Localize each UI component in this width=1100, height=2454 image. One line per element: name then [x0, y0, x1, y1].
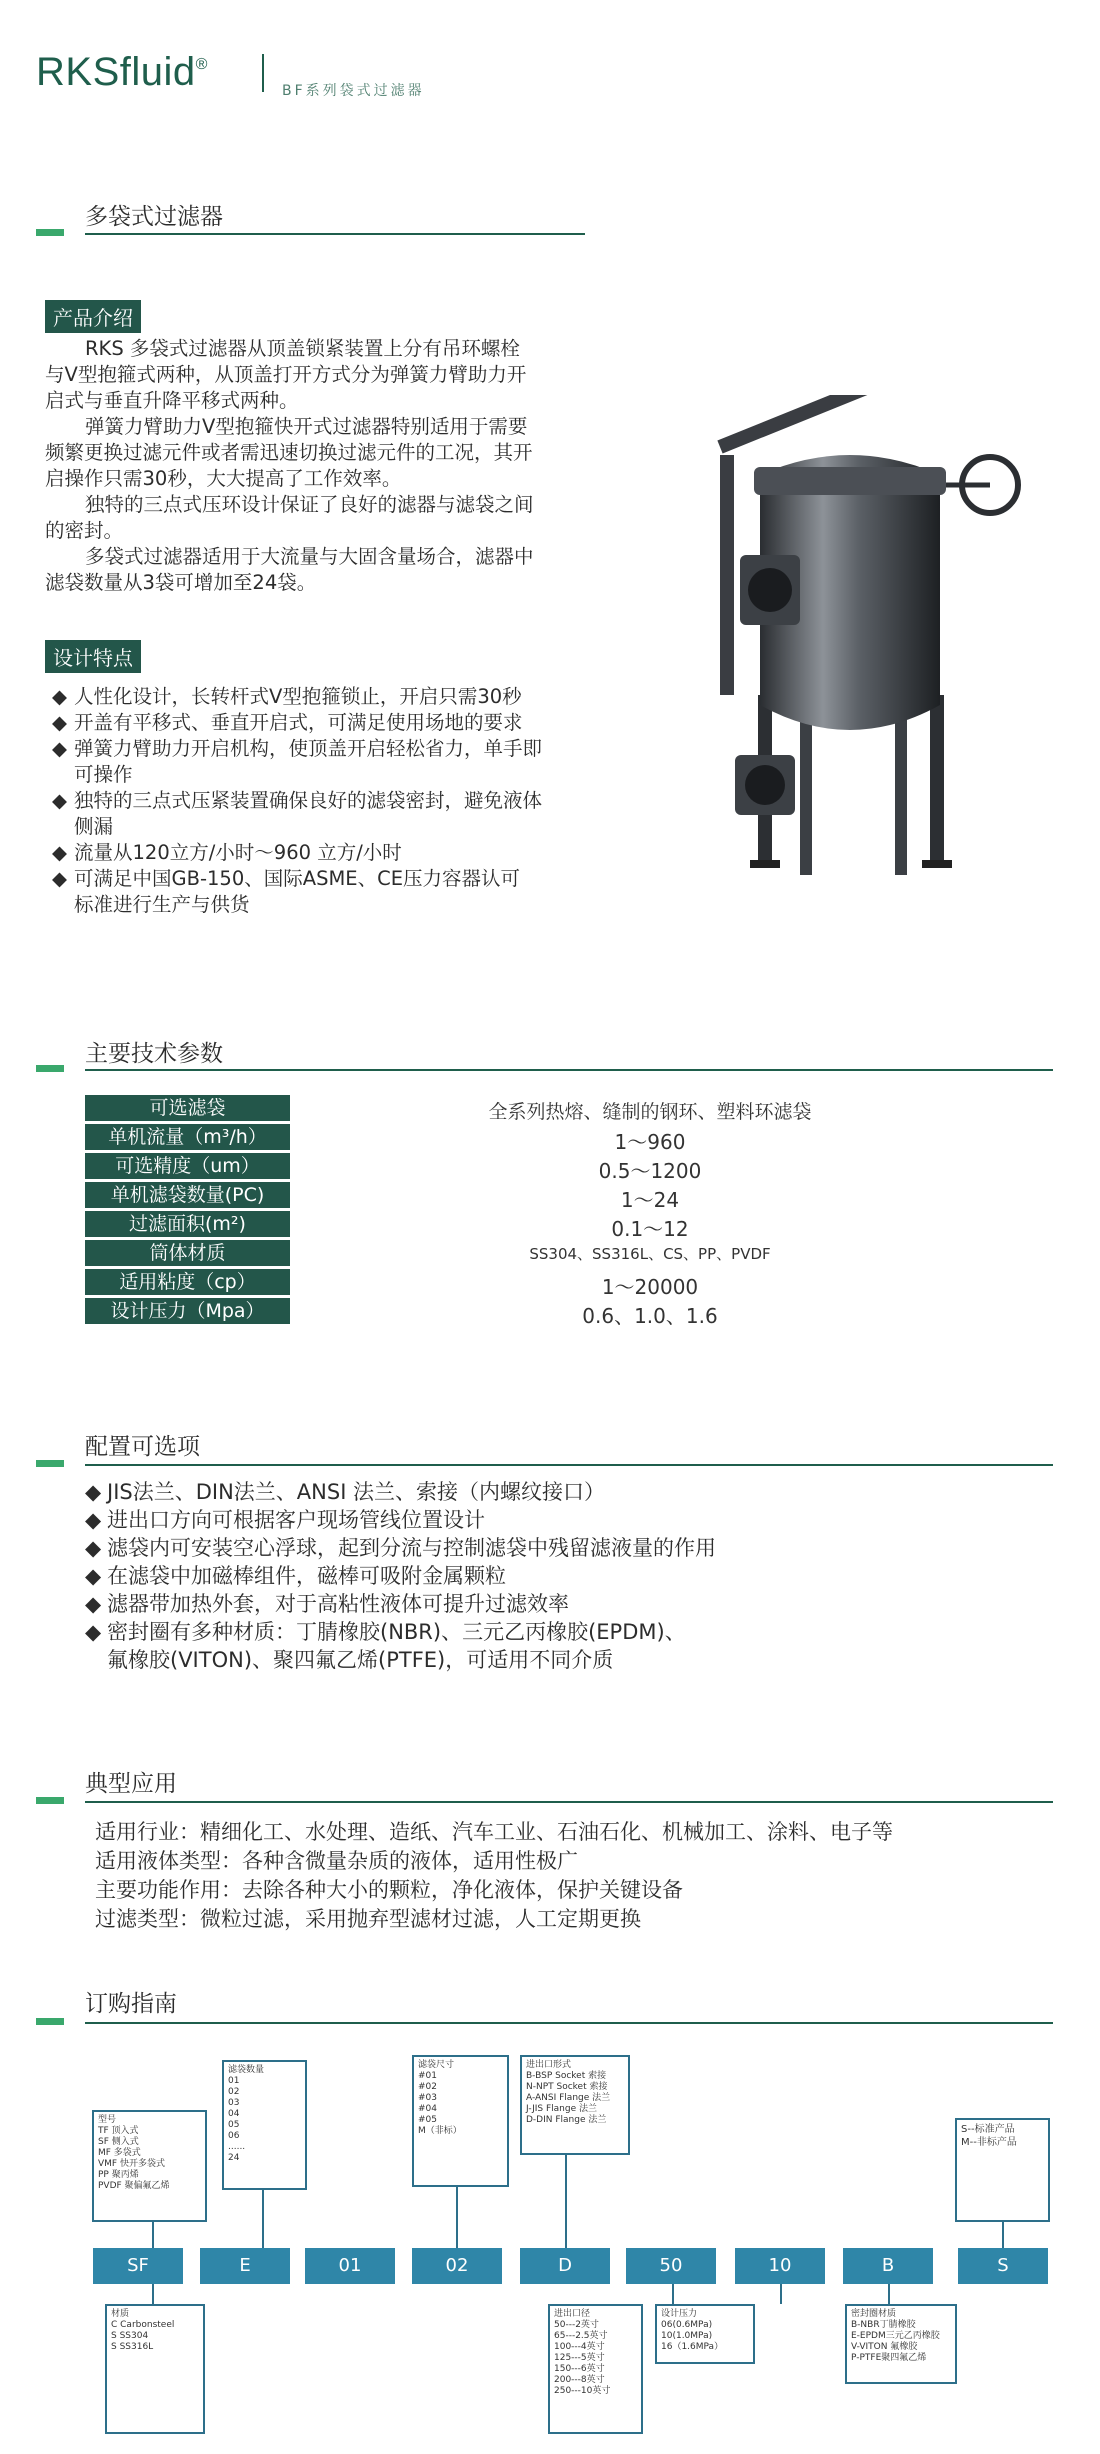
section-marker	[36, 1460, 64, 1467]
section-underline	[85, 1464, 1053, 1466]
list-item: ◆ 进出口方向可根据客户现场管线位置设计	[85, 1508, 485, 1532]
bag-count-options-box: 滤袋数量 01 02 03 04 05 06 ...... 24	[222, 2060, 307, 2190]
brand-logo: RKSfluid®	[36, 50, 208, 94]
list-item: ◆ 滤袋内可安装空心浮球，起到分流与控制滤袋中残留滤液量的作用	[85, 1536, 716, 1560]
intro-line: 频繁更换过滤元件或者需迅速切换过滤元件的工况，其开	[45, 441, 533, 464]
param-value: 0.5～1200	[598, 1159, 702, 1183]
param-value: 全系列热熔、缝制的钢环、塑料环滤袋	[488, 1101, 812, 1123]
section-title-params: 主要技术参数	[85, 1041, 223, 1067]
diamond-bullet-icon: ◆	[85, 1620, 102, 1644]
diamond-bullet-icon: ◆	[52, 711, 67, 734]
section-underline	[85, 2022, 1053, 2024]
diamond-bullet-icon: ◆	[52, 737, 67, 760]
design-tag: 设计特点	[45, 640, 141, 673]
param-label: 设计压力（Mpa）	[85, 1298, 290, 1324]
intro-text	[45, 336, 625, 596]
pressure-options-box: 设计压力 06(0.6MPa) 10(1.0MPa) 16（1.6MPa）	[655, 2304, 755, 2364]
param-label: 可选精度（um）	[85, 1153, 290, 1179]
diamond-bullet-icon: ◆	[85, 1564, 102, 1588]
order-code-inlet: 50	[626, 2248, 716, 2284]
param-label: 筒体材质	[85, 1240, 290, 1266]
header-divider	[262, 54, 264, 92]
connector-line	[672, 2284, 674, 2304]
connector-line	[780, 2284, 782, 2304]
param-value: 0.1～12	[611, 1217, 689, 1241]
list-item: ◆ 密封圈有多种材质：丁腈橡胶(NBR)、三元乙丙橡胶(EPDM)、 氟橡胶(VITON)、聚四氟乙烯(PTFE)，可适用不同介质	[85, 1620, 686, 1672]
order-code-pressure: 10	[735, 2248, 825, 2284]
diamond-bullet-icon: ◆	[52, 685, 67, 708]
application-line: 过滤类型：微粒过滤，采用抛弃型滤材过滤，人工定期更换	[95, 1907, 641, 1931]
order-code-seal: B	[843, 2248, 933, 2284]
list-item: ◆ 可满足中国GB-150、国际ASME、CE压力容器认可 标准进行生产与供货	[52, 867, 521, 916]
list-item: ◆ 流量从120立方/小时～960 立方/小时	[52, 841, 402, 864]
order-code-size-b: 02	[412, 2248, 502, 2284]
order-code-connection: D	[520, 2248, 610, 2284]
connector-line	[262, 2190, 264, 2248]
order-code-bags: E	[200, 2248, 290, 2284]
intro-tag: 产品介绍	[45, 300, 141, 333]
param-value: 1～24	[620, 1188, 680, 1212]
param-label: 过滤面积(m²)	[85, 1211, 290, 1237]
intro-line: 弹簧力臂助力V型抱箍快开式过滤器特别适用于需要	[85, 415, 528, 438]
section-underline	[85, 1069, 1053, 1071]
intro-line: RKS 多袋式过滤器从顶盖锁紧装置上分有吊环螺栓	[85, 337, 520, 360]
order-code-size-a: 01	[305, 2248, 395, 2284]
connector-line	[152, 2284, 154, 2304]
connector-line	[152, 2222, 154, 2248]
list-item: ◆ 人性化设计，长转杆式V型抱箍锁止，开启只需30秒	[52, 685, 522, 708]
section-marker	[36, 1065, 64, 1072]
section-marker	[36, 229, 64, 236]
param-value: 0.6、1.0、1.6	[582, 1304, 718, 1328]
type-options-box: 型号 TF 顶入式 SF 侧入式 MF 多袋式 VMF 快开多袋式 PP 聚丙烯 PVDF 聚偏氟乙烯	[92, 2110, 207, 2222]
section-title-applications: 典型应用	[85, 1771, 177, 1797]
connector-line	[1002, 2222, 1004, 2248]
param-value: 1～20000	[601, 1275, 699, 1299]
diamond-bullet-icon: ◆	[85, 1592, 102, 1616]
diamond-bullet-icon: ◆	[52, 789, 67, 812]
list-item: ◆ 开盖有平移式、垂直开启式，可满足使用场地的要求	[52, 711, 523, 734]
section-title-order: 订购指南	[85, 1991, 177, 2017]
param-value: 1～960	[614, 1130, 686, 1154]
connector-line	[456, 2187, 458, 2248]
feature-list	[52, 684, 632, 918]
standard-options-box: S--标准产品 M--非标产品	[955, 2118, 1050, 2222]
intro-line: 多袋式过滤器适用于大流量与大固含量场合，滤器中	[85, 545, 534, 568]
param-label: 单机流量（m³/h）	[85, 1124, 290, 1150]
section-marker	[36, 1797, 64, 1804]
material-options-box: 材质 C Carbonsteel S SS304 S SS316L	[105, 2304, 205, 2434]
section-title-product: 多袋式过滤器	[85, 204, 223, 230]
intro-line: 与V型抱箍式两种，从顶盖打开方式分为弹簧力臂助力开	[45, 363, 527, 386]
list-item: ◆ 独特的三点式压紧装置确保良好的滤袋密封，避免液体 侧漏	[52, 789, 543, 838]
order-code-type: SF	[93, 2248, 183, 2284]
section-title-options: 配置可选项	[85, 1434, 200, 1460]
seal-options-box: 密封圈材质 B-NBR丁腈橡胶 E-EPDM三元乙丙橡胶 V-VITON 氟橡胶 P-PTFE聚四氟乙烯	[845, 2304, 957, 2384]
intro-line: 独特的三点式压环设计保证了良好的滤器与滤袋之间	[85, 493, 534, 516]
diamond-bullet-icon: ◆	[52, 867, 67, 890]
diamond-bullet-icon: ◆	[85, 1480, 102, 1504]
intro-line: 滤袋数量从3袋可增加至24袋。	[45, 571, 317, 594]
inlet-size-options-box: 进出口径 50---2英寸 65---2.5英寸 100---4英寸 125---5英寸 150---6英寸 200---8英寸 250---10英寸	[548, 2304, 643, 2434]
application-line: 适用液体类型：各种含微量杂质的液体，适用性极广	[95, 1849, 578, 1873]
section-marker	[36, 2018, 64, 2025]
intro-line: 启操作只需30秒，大大提高了工作效率。	[45, 467, 402, 490]
connection-options-box: 进出口形式 B-BSP Socket 索接 N-NPT Socket 索接 A-ANSI Flange 法兰 J-JIS Flange 法兰 D-DIN Flange 法兰	[520, 2055, 630, 2155]
options-list	[85, 1478, 1045, 1674]
applications-text	[95, 1818, 1055, 1934]
section-underline	[85, 1801, 1053, 1803]
bag-filter-vessel-image	[690, 395, 1050, 895]
order-code-standard: S	[958, 2248, 1048, 2284]
series-title: BF系列袋式过滤器	[282, 83, 425, 99]
list-item: ◆ 滤器带加热外套，对于高粘性液体可提升过滤效率	[85, 1592, 569, 1616]
application-line: 主要功能作用：去除各种大小的颗粒，净化液体，保护关键设备	[95, 1878, 683, 1902]
connector-line	[888, 2284, 890, 2304]
list-item: ◆ JIS法兰、DIN法兰、ANSI 法兰、索接（内螺纹接口）	[85, 1480, 606, 1504]
application-line: 适用行业：精细化工、水处理、造纸、汽车工业、石油石化、机械加工、涂料、电子等	[95, 1820, 893, 1844]
intro-line: 启式与垂直升降平移式两种。	[45, 389, 299, 412]
list-item: ◆ 弹簧力臂助力开启机构，使顶盖开启轻松省力，单手即 可操作	[52, 737, 543, 786]
list-item: ◆ 在滤袋中加磁棒组件，磁棒可吸附金属颗粒	[85, 1564, 506, 1588]
diamond-bullet-icon: ◆	[85, 1508, 102, 1532]
section-underline	[85, 233, 585, 235]
param-label: 适用粘度（cp）	[85, 1269, 290, 1295]
param-label: 单机滤袋数量(PC)	[85, 1182, 290, 1208]
param-value: SS304、SS316L、CS、PP、PVDF	[529, 1245, 771, 1263]
intro-line: 的密封。	[45, 519, 124, 542]
diamond-bullet-icon: ◆	[52, 841, 67, 864]
bag-size-options-box: 滤袋尺寸 #01 #02 #03 #04 #05 M（非标）	[412, 2055, 509, 2187]
connector-line	[565, 2155, 567, 2248]
diamond-bullet-icon: ◆	[85, 1536, 102, 1560]
param-label: 可选滤袋	[85, 1095, 290, 1121]
